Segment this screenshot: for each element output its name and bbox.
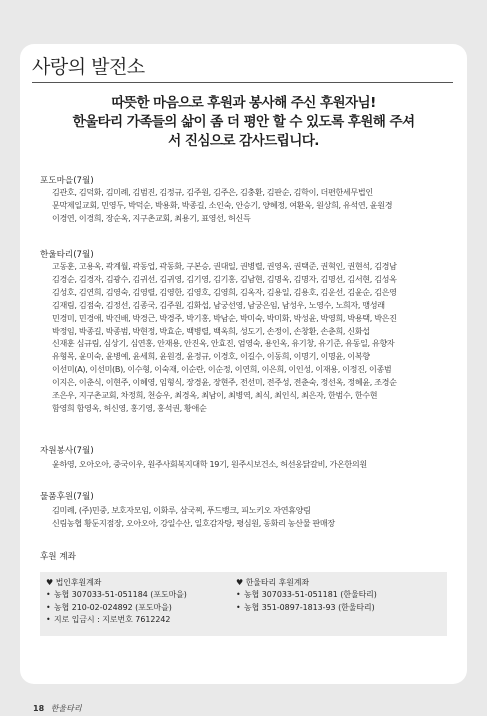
page-footer [33,703,82,714]
intro-message [20,94,467,151]
section-label-podo: 포도마을(7월) [40,176,94,186]
account-column-corporate [46,577,187,626]
donor-line: 박정임, 박종길, 박종범, 박현정, 박효순, 백병렬, 백옥희, 성도기, 손정이, 손창환, 손춘희, 신화섭 [52,325,370,336]
donor-line: 유형목, 윤미숙, 윤병예, 윤세희, 윤원경, 윤정규, 이경호, 이길수, 이동희, 이명기, 이명윤, 이복향 [52,351,370,362]
section-label-volunteer: 자원봉사(7월) [40,446,94,456]
account-header [236,577,377,589]
section-label-accounts: 후원 계좌 [40,552,76,562]
heart-icon: ♥ [46,578,54,587]
intro-line: 서 진심으로 감사드립니다. [168,133,319,149]
donor-list-volunteer [52,458,457,471]
section-label-hanultari: 한울타리(7월) [40,250,94,260]
account-item: • 농협 351-0897-1813-93 (한울타리) [236,602,377,614]
donor-list-hanultari [52,260,457,415]
account-header-label: 한울타리 후원계좌 [245,578,310,587]
account-item: • 농협 307033-51-051181 (한울타리) [236,589,377,601]
donor-line: 김미례, (주)민중, 보호자모임, 이화루, 삼국찌, 푸드뱅크, 피노키오 자연휴양림 [52,505,311,515]
account-item: • 농협 210-02-024892 (포도마을) [46,602,187,614]
donor-list-goods [52,504,457,530]
donor-line: 김성호, 김연희, 김영숙, 김영렬, 김영한, 김영호, 김영희, 김옥자, 김용일, 김용호, 김운선, 김윤순, 김은영 [52,286,397,297]
donor-line: 문막제일교회, 민영두, 박덕순, 박용화, 박종길, 소인숙, 안승기, 양혜정, 여환욱, 원상희, 유석연, 윤원경 [52,199,393,210]
donor-line: 김경순, 김경자, 김광수, 김귀선, 김귀영, 김기영, 김기홍, 김남현, 김명옥, 김명자, 김명선, 김서현, 김성옥 [52,273,397,284]
intro-line: 한울타리 가족들의 삶이 좀 더 평안 할 수 있도록 후원해 주셔 [72,114,415,130]
account-item: • 지로 입금시 : 지로번호 7612242 [46,614,187,626]
title-divider [32,82,453,83]
intro-line: 따뜻한 마음으로 후원과 봉사해 주신 후원자님! [111,95,376,111]
donor-line: 이지은, 이춘식, 이현주, 이혜영, 임형식, 장경윤, 장현주, 전선미, 전주성, 전춘숙, 정선옥, 정혜윤, 조경순 [52,377,397,388]
account-header-label: 법인후원계좌 [55,578,102,587]
account-column-hanultari [236,577,377,614]
page-title: 사랑의 발전소 [32,56,145,78]
donor-line: 김재림, 김점숙, 김정선, 김종국, 김주원, 김화섭, 남궁선영, 남궁은임, 남성우, 노영수, 노희자, 맹성래 [52,299,385,310]
footer-logo: 한울타리 [50,704,82,713]
accounts-box [40,572,447,636]
donor-line: 김관호, 김덕화, 김미례, 김범진, 김정규, 김주원, 김주은, 김충환, 김판순, 김학이, 더편한세무법인 [52,187,373,197]
heart-icon: ♥ [236,578,244,587]
donor-line: 신림농협 황둔지점장, 오아오아, 강일수산, 일호감자탕, 평심원, 동화리 농산물 판매장 [52,517,335,528]
account-item: • 농협 307033-51-051184 (포도마을) [46,589,187,601]
donor-line: 고동훈, 고용옥, 곽계월, 곽동업, 곽동화, 구본승, 권대일, 권병렬, 권영옥, 권택준, 권혁인, 권현석, 김경남 [52,261,397,271]
donor-line: 신재훈 심규림, 심상기, 심연홍, 안재용, 안진옥, 안효진, 엄영숙, 용인옥, 유기창, 유기준, 유동일, 유향자 [52,338,395,349]
donor-line: 민경미, 민경애, 박건배, 박경근, 박경주, 박기홍, 박남순, 박미숙, 박미화, 박성윤, 박영희, 박용택, 박은진 [52,312,397,323]
section-label-goods: 물품후원(7월) [40,492,94,502]
page-card [20,44,467,684]
donor-line: 윤하영, 오아오아, 중국이우, 원주사회복지대학 19기, 원주시보건소, 허선옹닭갈비, 가온한의원 [52,459,367,469]
donor-line: 이경연, 이경희, 장순옥, 지구촌교회, 최용기, 표영선, 허신득 [52,212,251,223]
donor-line: 조은우, 지구촌교회, 차정희, 천승우, 최경옥, 최남이, 최병역, 최식, 최인식, 최은자, 한범수, 한수현 [52,390,378,401]
page-number: 18 [33,704,45,713]
donor-line: 이선미(A), 이선미(B), 이수형, 이숙재, 이순란, 이순정, 이연희, 이은희, 이인성, 이재용, 이정진, 이종범 [52,364,392,375]
account-header [46,577,187,589]
donor-list-podo [52,186,457,225]
donor-line: 함영희 함영옥, 허신영, 홍기영, 홍석권, 황애순 [52,402,207,413]
